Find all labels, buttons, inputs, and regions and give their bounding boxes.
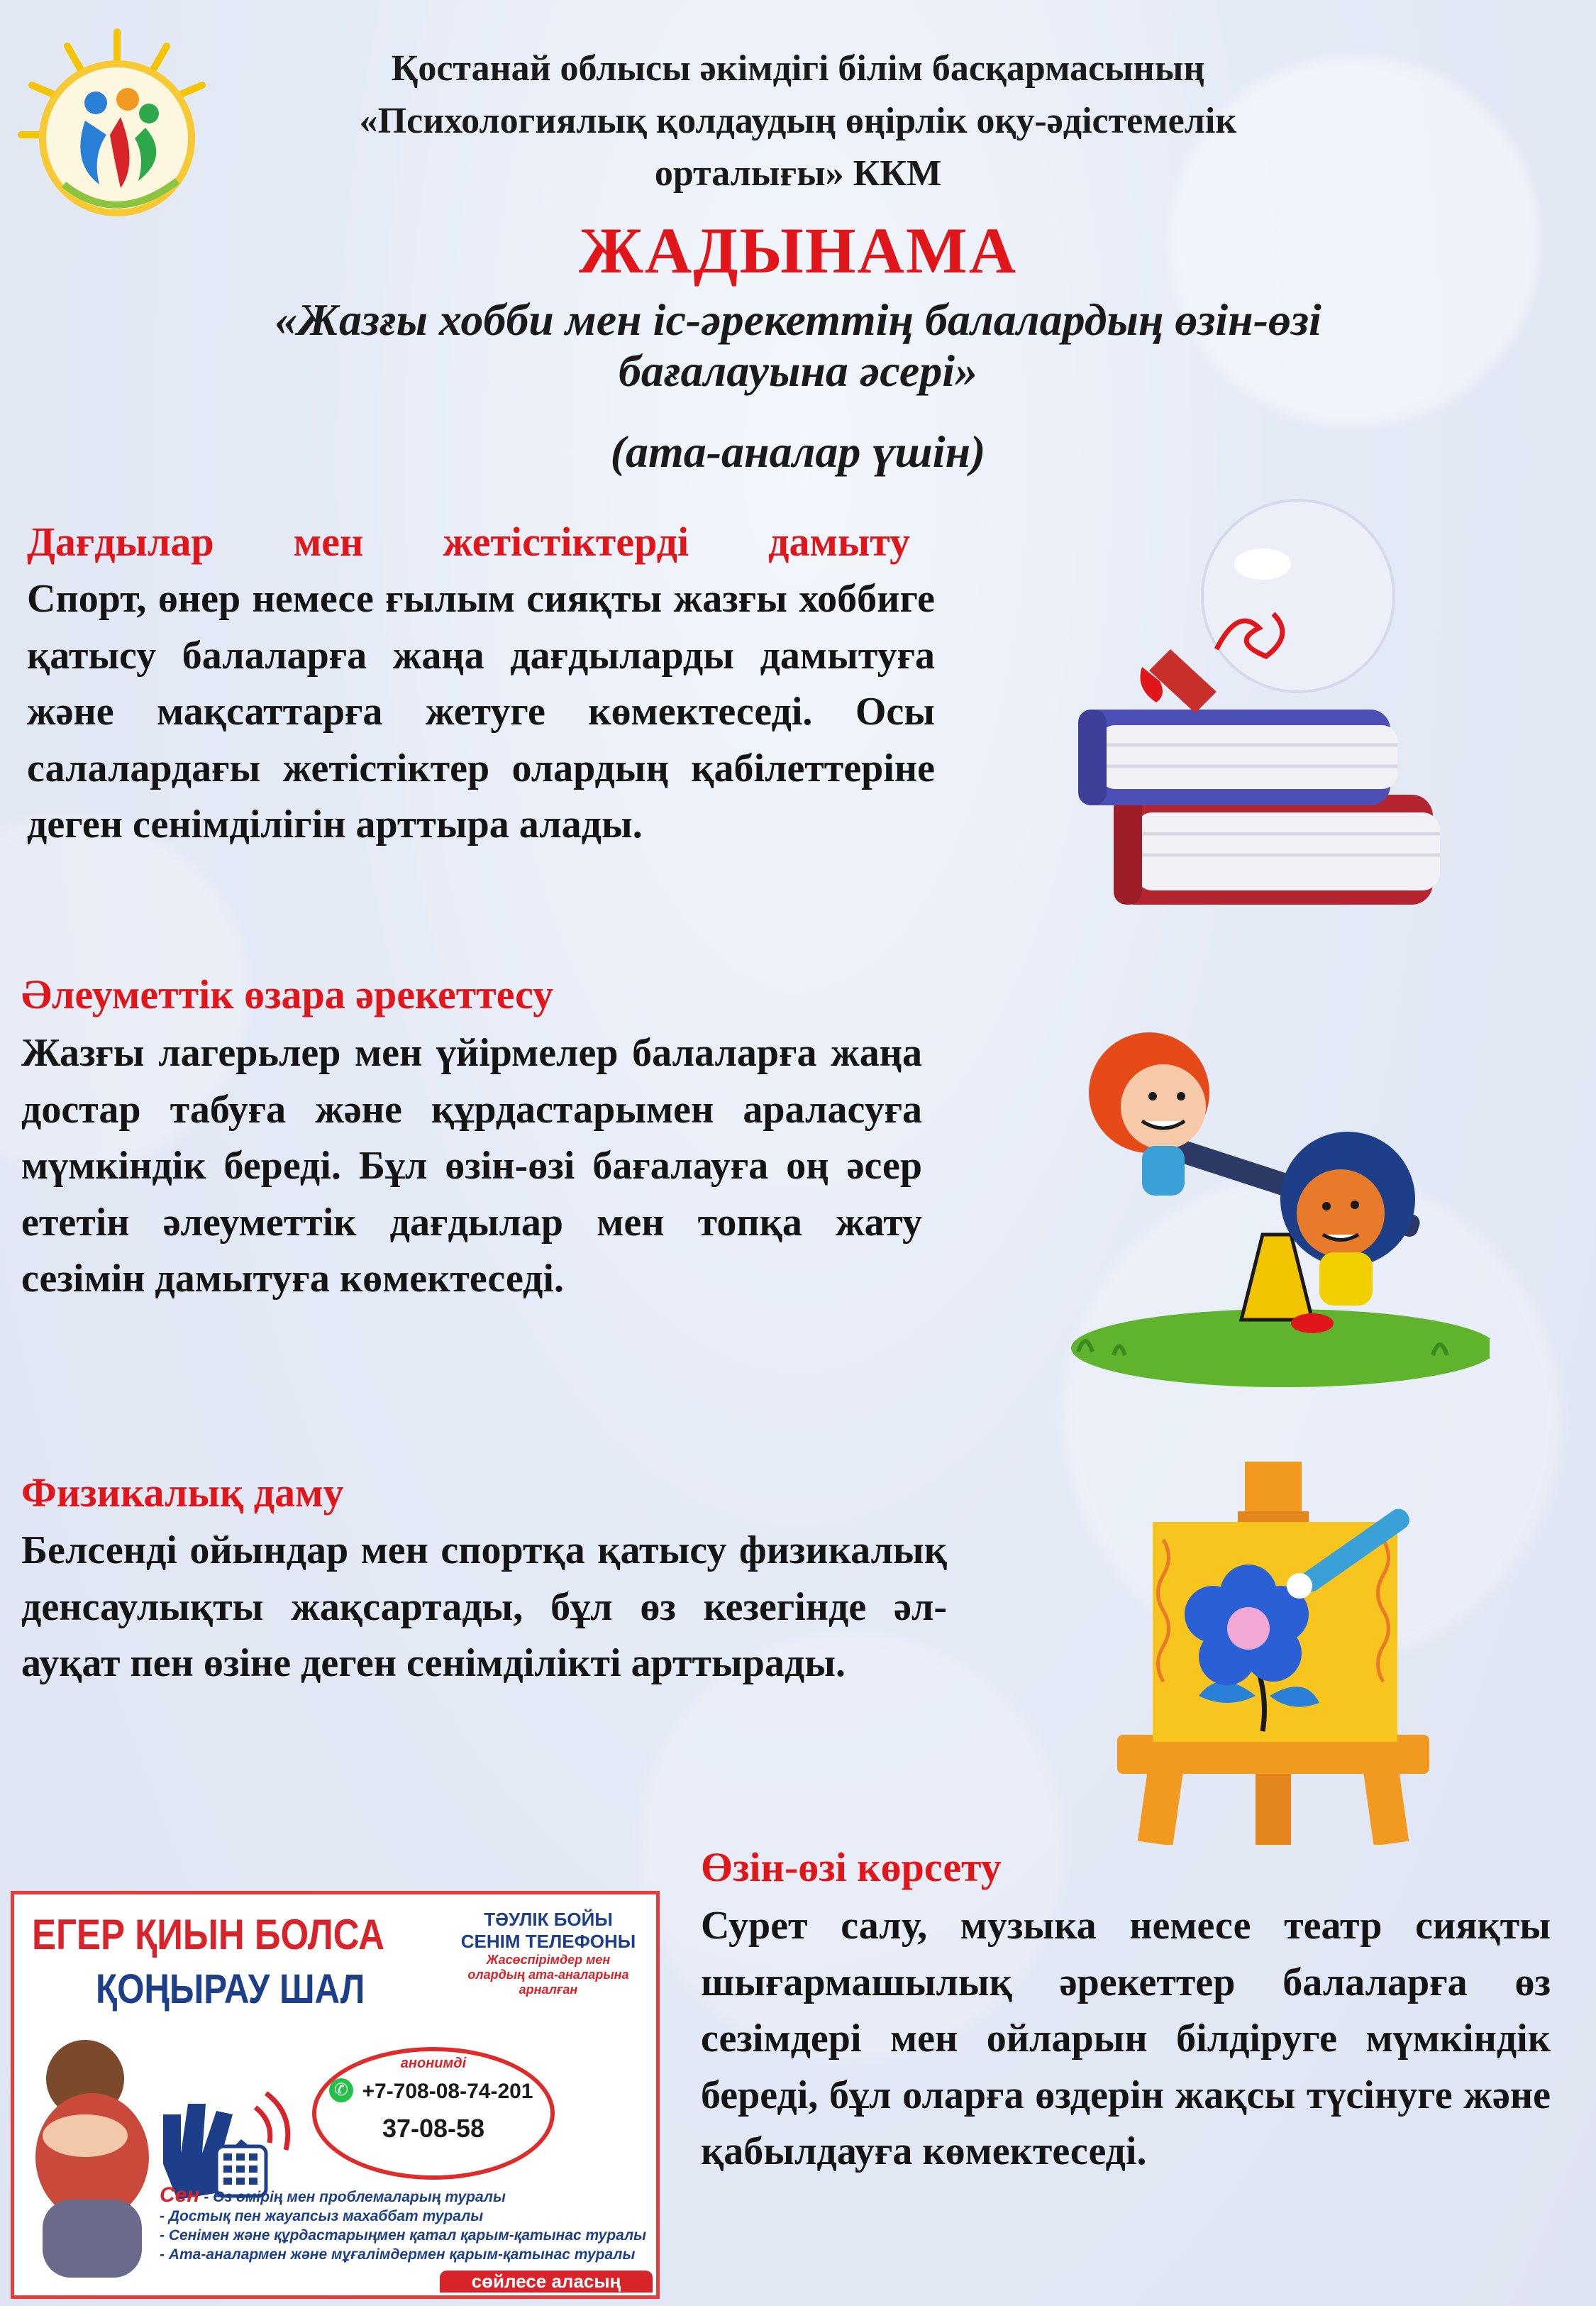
- audience-note: (ата-аналар үшін): [610, 426, 986, 477]
- sad-child-image: [14, 2015, 170, 2292]
- section-body-self-expression: Сурет салу, музыка немесе театр сияқты шығармашылық әрекеттер балаларға өз сезімдері мен ойларын білдіруге мүмкіндік береді, бұл оларға өздерін жақсы түсінуге және қабылдауға көмектеседі.: [701, 1904, 1551, 2173]
- tagline-line: арналған: [519, 1982, 578, 1997]
- header-line: «Психологиялық қолдаудың өңірлік оқу-әдістемелік: [359, 101, 1237, 141]
- poster-subtitle: ҚОҢЫРАУ ШАЛ: [96, 1966, 365, 2012]
- center-logo: [14, 21, 220, 234]
- phone-number-mobile: +7-708-08-74-201: [362, 2080, 533, 2103]
- tagline-line: СЕНІМ ТЕЛЕФОНЫ: [460, 1931, 636, 1952]
- section-body-physical: Белсенді ойындар мен спортқа қатысу физикалық денсаулықты жақсартады, бұл өз кезегінде әл-ауқат пен өзіне деген сенімділікті арттырады.: [21, 1528, 947, 1685]
- subtitle: [142, 294, 1454, 397]
- section-body-social: Жазғы лагерьлер мен үйірмелер балаларға жаңа достар табуға және құрдастарымен араласуға мүмкіндік береді. Бұл өзін-өзі бағалауға оң әсер ететін әлеуметтік дағдылар мен топқа жату сезімін дамытуға көмектеседі.: [21, 1031, 922, 1301]
- subtitle-line: «Жазғы хобби мен іс-әрекеттің балалардың өзін-өзі: [275, 294, 1321, 345]
- subtitle-line: бағалауына әсері»: [618, 346, 978, 396]
- hotline-poster: [11, 1891, 660, 2299]
- topic-item: - Өз өмірің мен проблемаларың туралы: [204, 2189, 506, 2205]
- section-heading-physical: Физикалық даму: [21, 1469, 344, 1516]
- section-body-skills: Спорт, өнер немесе ғылым сияқты жазғы хоббиге қатысу балаларға жаңа дағдыларды дамытуға және мақсаттарға жетуге көмектеседі. Осы салалардағы жетістіктер олардың қабілеттеріне деген сенімділігін арттыра алады.: [27, 577, 935, 846]
- sen-label: Сен: [160, 2183, 200, 2207]
- section-heading-social: Әлеуметтік өзара әрекеттесу: [21, 971, 554, 1017]
- poster-footer: сөйлесе аласың: [440, 2271, 653, 2293]
- section-heading-self-expression: Өзін-өзі көрсету: [701, 1844, 1002, 1890]
- topic-item: - Ата-аналармен және мұғалімдермен қарым-қатынас туралы: [160, 2246, 636, 2263]
- tagline-line: олардың ата-аналарына: [467, 1968, 629, 1982]
- organization-header: [213, 43, 1383, 200]
- topics-list: [160, 2185, 656, 2264]
- poster-tagline: [449, 1909, 648, 1997]
- seesaw-kids-illustration: [1050, 1022, 1490, 1391]
- phone-number-city: 37-08-58: [382, 2114, 485, 2143]
- lightbulb-books-illustration: [1071, 497, 1468, 915]
- tagline-line: ТӘУЛІК БОЙЫ: [484, 1909, 613, 1930]
- poster-title: ЕГЕР ҚИЫН БОЛСА: [32, 1911, 385, 1958]
- page-title: ЖАДЫНАМА: [578, 214, 1018, 287]
- header-line: Қостанай облысы әкімдігі білім басқармасының: [391, 48, 1205, 89]
- easel-painting-illustration: [1114, 1462, 1433, 1845]
- tagline-line: Жасөспірімдер мен: [486, 1953, 611, 1967]
- topic-item: - Сенімен және құрдастарыңмен қатал қарым-қатынас туралы: [160, 2227, 647, 2244]
- header-line: орталығы» ККМ: [654, 153, 942, 194]
- section-heading-skills: Дағдылар мен жетістіктерді дамыту: [27, 519, 910, 565]
- phone-number-bubble: [312, 2047, 555, 2180]
- topic-item: - Достық пен жауапсыз махаббат туралы: [160, 2208, 484, 2224]
- anonymous-label: анонимді: [400, 2056, 467, 2071]
- whatsapp-icon: ✆: [329, 2078, 353, 2102]
